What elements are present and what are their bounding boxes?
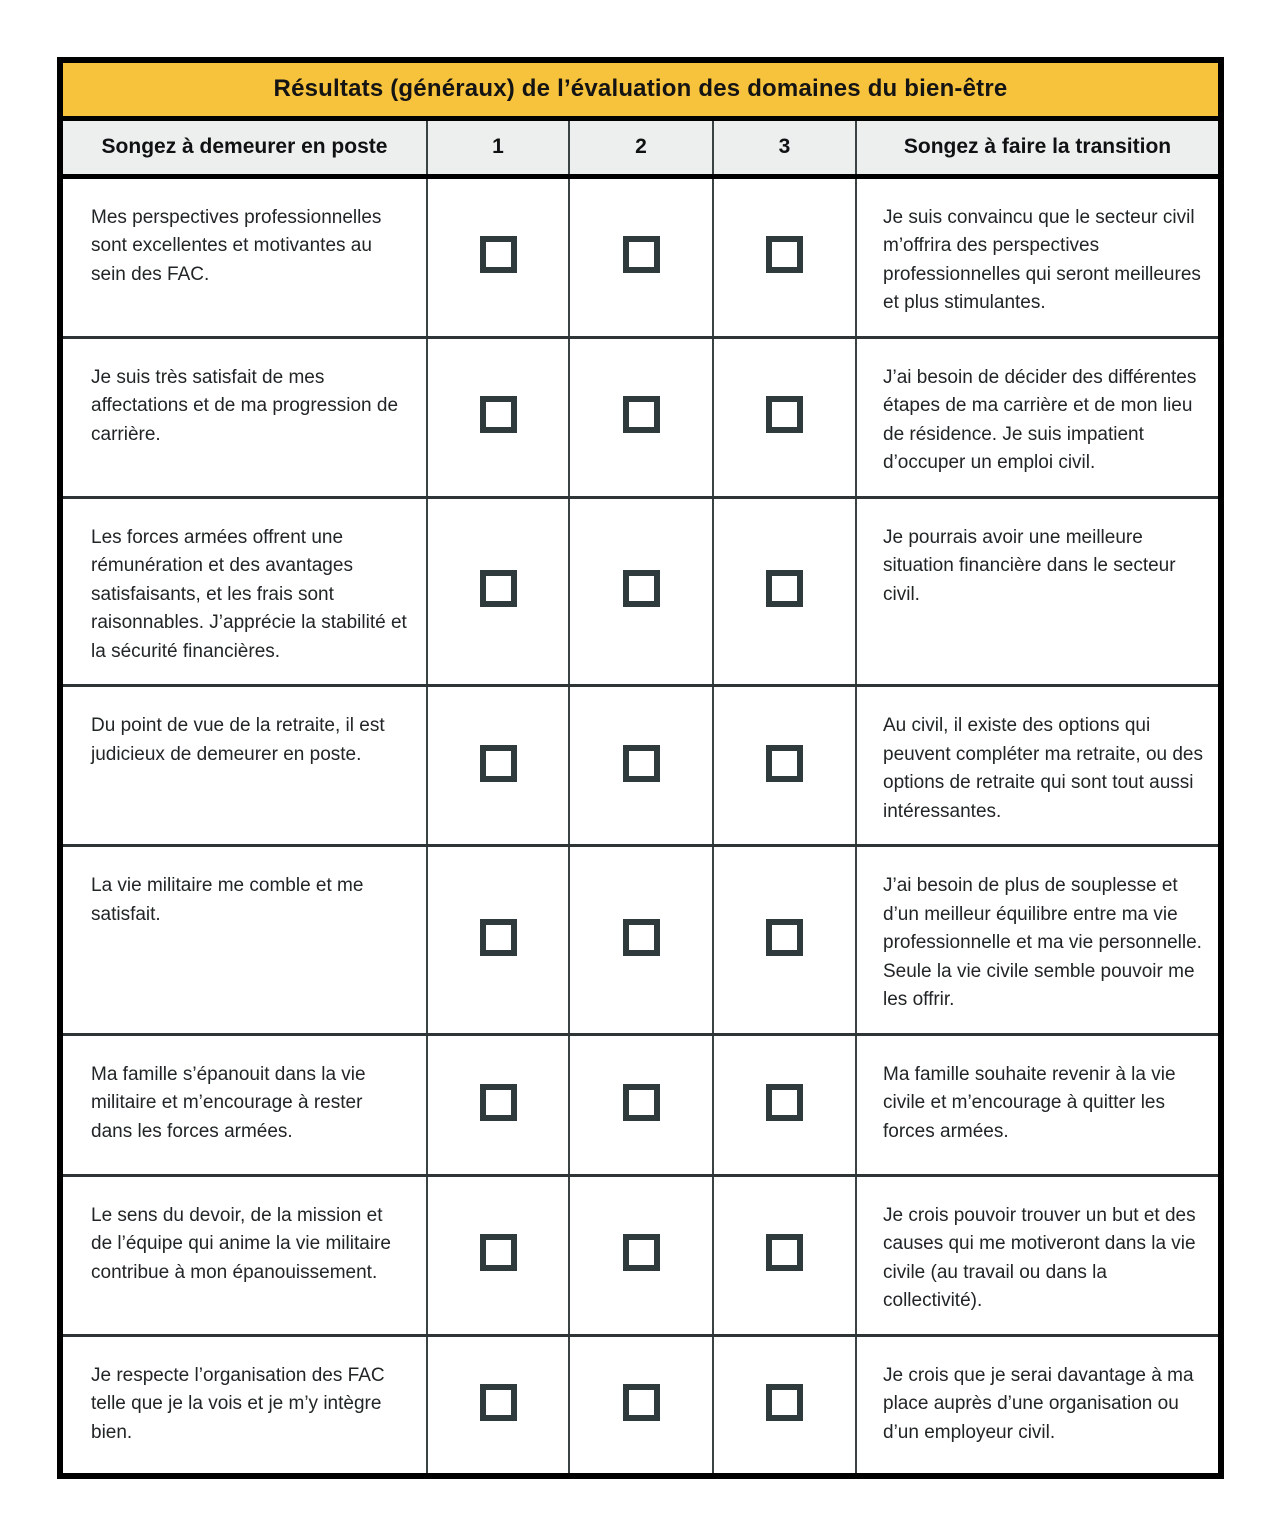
rating-cell-2	[569, 1175, 713, 1335]
table-row	[60, 1175, 1221, 1335]
rating-cell-3	[713, 1034, 856, 1175]
rating-checkbox-1[interactable]	[480, 236, 517, 273]
transition-statement: Je crois que je serai davantage à ma place auprès d’une organisation ou d’un employeur civil.	[856, 1335, 1221, 1476]
rating-cell-1	[427, 176, 569, 337]
column-header-row	[60, 118, 1221, 176]
rating-cell-1	[427, 337, 569, 497]
rating-cell-2	[569, 176, 713, 337]
rating-cell-1	[427, 846, 569, 1035]
transition-statement: Je crois pouvoir trouver un but et des causes qui me motiveront dans la vie civile (au travail ou dans la collectivité).	[856, 1175, 1221, 1335]
rating-checkbox-3[interactable]	[766, 1234, 803, 1271]
transition-statement: Je pourrais avoir une meilleure situation financière dans le secteur civil.	[856, 497, 1221, 686]
rating-checkbox-2[interactable]	[623, 570, 660, 607]
transition-statement: J’ai besoin de plus de souplesse et d’un meilleur équilibre entre ma vie professionnelle et ma vie personnelle. Seule la vie civile semble pouvoir me les offrir.	[856, 846, 1221, 1035]
stay-statement: Du point de vue de la retraite, il est judicieux de demeurer en poste.	[60, 686, 427, 846]
rating-checkbox-3[interactable]	[766, 236, 803, 273]
stay-statement: Mes perspectives professionnelles sont excellentes et motivantes au sein des FAC.	[60, 176, 427, 337]
rating-checkbox-2[interactable]	[623, 1384, 660, 1421]
rating-checkbox-3[interactable]	[766, 570, 803, 607]
rating-checkbox-1[interactable]	[480, 396, 517, 433]
rating-cell-1	[427, 1034, 569, 1175]
table-row	[60, 686, 1221, 846]
rating-checkbox-3[interactable]	[766, 1084, 803, 1121]
transition-statement: Je suis convaincu que le secteur civil m’offrira des perspectives professionnelles qui seront meilleures et plus stimulantes.	[856, 176, 1221, 337]
transition-statement: J’ai besoin de décider des différentes étapes de ma carrière et de mon lieu de résidence. Je suis impatient d’occuper un emploi civil.	[856, 337, 1221, 497]
rating-cell-3	[713, 1335, 856, 1476]
table-row	[60, 337, 1221, 497]
rating-checkbox-1[interactable]	[480, 1234, 517, 1271]
rating-cell-2	[569, 337, 713, 497]
rating-checkbox-2[interactable]	[623, 919, 660, 956]
rating-cell-1	[427, 686, 569, 846]
rating-checkbox-3[interactable]	[766, 1384, 803, 1421]
table-row	[60, 1034, 1221, 1175]
stay-statement: Je respecte l’organisation des FAC telle que je la vois et je m’y intègre bien.	[60, 1335, 427, 1476]
rating-cell-1	[427, 1335, 569, 1476]
rating-checkbox-1[interactable]	[480, 1084, 517, 1121]
table-title: Résultats (généraux) de l’évaluation des domaines du bien-être	[60, 60, 1221, 118]
table-row	[60, 497, 1221, 686]
stay-statement: La vie militaire me comble et me satisfait.	[60, 846, 427, 1035]
column-header-scale-2: 2	[569, 118, 713, 176]
rating-cell-3	[713, 497, 856, 686]
rating-cell-1	[427, 1175, 569, 1335]
rating-cell-2	[569, 686, 713, 846]
table-row	[60, 1335, 1221, 1476]
rating-cell-3	[713, 176, 856, 337]
title-banner-row	[60, 60, 1221, 118]
rating-cell-3	[713, 846, 856, 1035]
transition-statement: Au civil, il existe des options qui peuvent compléter ma retraite, ou des options de retraite qui sont tout aussi intéressantes.	[856, 686, 1221, 846]
rating-checkbox-2[interactable]	[623, 745, 660, 782]
rating-cell-1	[427, 497, 569, 686]
stay-statement: Ma famille s’épanouit dans la vie militaire et m’encourage à rester dans les forces armées.	[60, 1034, 427, 1175]
stay-statement: Le sens du devoir, de la mission et de l’équipe qui anime la vie militaire contribue à mon épanouissement.	[60, 1175, 427, 1335]
rating-checkbox-1[interactable]	[480, 919, 517, 956]
rating-checkbox-2[interactable]	[623, 236, 660, 273]
stay-statement: Les forces armées offrent une rémunération et des avantages satisfaisants, et les frais sont raisonnables. J’apprécie la stabilité et la sécurité financières.	[60, 497, 427, 686]
column-header-transition: Songez à faire la transition	[856, 118, 1221, 176]
rating-checkbox-1[interactable]	[480, 745, 517, 782]
rating-checkbox-1[interactable]	[480, 1384, 517, 1421]
rating-checkbox-2[interactable]	[623, 1234, 660, 1271]
rating-checkbox-1[interactable]	[480, 570, 517, 607]
stay-statement: Je suis très satisfait de mes affectations et de ma progression de carrière.	[60, 337, 427, 497]
column-header-scale-3: 3	[713, 118, 856, 176]
transition-statement: Ma famille souhaite revenir à la vie civile et m’encourage à quitter les forces armées.	[856, 1034, 1221, 1175]
rating-checkbox-3[interactable]	[766, 745, 803, 782]
rating-checkbox-2[interactable]	[623, 396, 660, 433]
rating-cell-2	[569, 1335, 713, 1476]
rating-cell-3	[713, 1175, 856, 1335]
rating-checkbox-3[interactable]	[766, 919, 803, 956]
table-row	[60, 846, 1221, 1035]
column-header-stay: Songez à demeurer en poste	[60, 118, 427, 176]
table-row	[60, 176, 1221, 337]
column-header-scale-1: 1	[427, 118, 569, 176]
rating-cell-3	[713, 686, 856, 846]
rating-cell-2	[569, 1034, 713, 1175]
rating-cell-2	[569, 497, 713, 686]
rating-checkbox-2[interactable]	[623, 1084, 660, 1121]
rating-cell-3	[713, 337, 856, 497]
wellbeing-results-table	[57, 57, 1224, 1479]
rating-cell-2	[569, 846, 713, 1035]
rating-checkbox-3[interactable]	[766, 396, 803, 433]
